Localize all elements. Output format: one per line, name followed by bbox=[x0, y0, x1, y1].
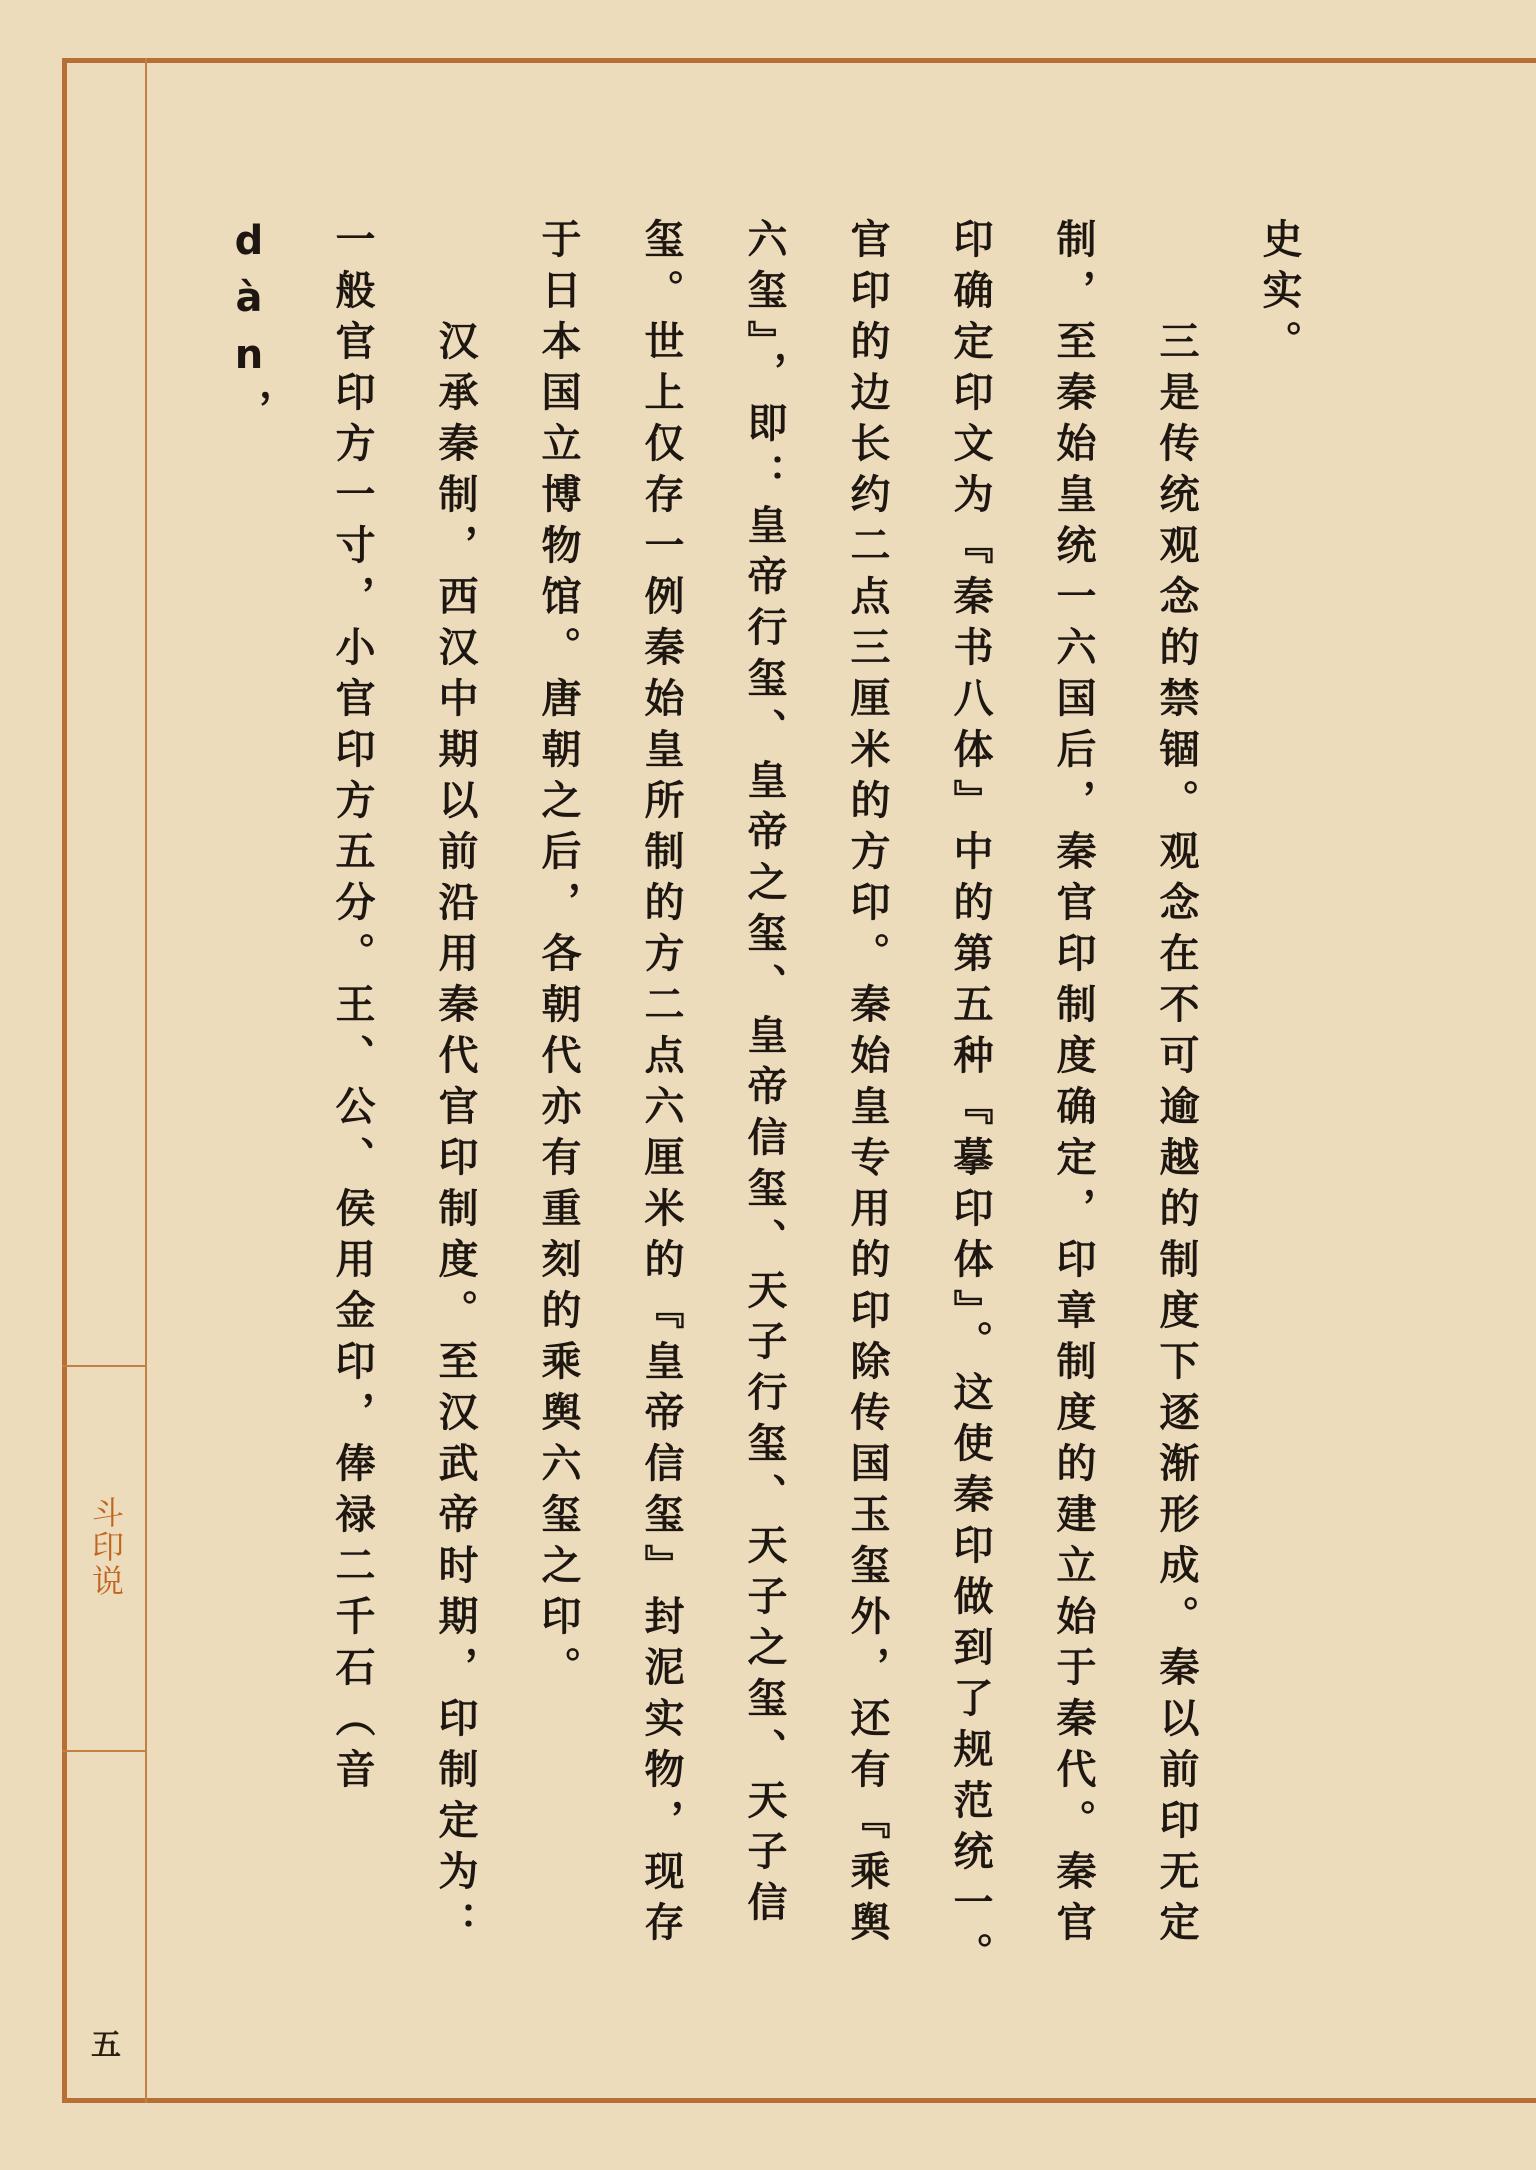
paragraph: 汉承秦制，西汉中期以前沿用秦代官印制度。至汉武帝时期，印制定为：一般官印方一寸，小官印方五分。王、公、侯用金印，俸禄二千石（音dàn， bbox=[226, 218, 478, 1952]
body-text bbox=[200, 218, 1330, 1988]
paragraph: 史实。 bbox=[1256, 218, 1302, 371]
margin-rule-upper bbox=[62, 1365, 147, 1367]
margin-divider bbox=[145, 58, 147, 2103]
paragraph: 三是传统观念的禁锢。观念在不可逾越的制度下逐渐形成。秦以前印无定制，至秦始皇统一六国后，秦官印制度确定，印章制度的建立始于秦代。秦官印确定印文为『秦书八体』中的第五种『摹印体』。这使秦印做到了规范统一。官印的边长约二点三厘米的方印。秦始皇专用的印除传国玉玺外，还有『乘舆六玺』，即：皇帝行玺、皇帝之玺、皇帝信玺、天子行玺、天子之玺、天子信玺。世上仅存一例秦始皇所制的方二点六厘米的『皇帝信玺』封泥实物，现存于日本国立博物馆。唐朝之后，各朝代亦有重刻的乘舆六玺之印。 bbox=[535, 218, 1199, 1983]
page-number: 五 bbox=[91, 2028, 121, 2063]
book-title: 斗印说 bbox=[87, 1496, 125, 1598]
margin-rule-lower bbox=[62, 1750, 147, 1752]
